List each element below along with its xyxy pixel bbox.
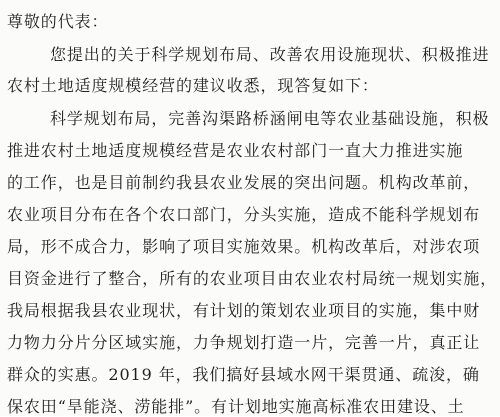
paragraph-line-4: 推进农村土地适度规模经营是农业农村部门一直大力推进实施 (7, 141, 464, 160)
paragraph-line-2: 农村土地适度规模经营的建议收悉，现答复如下： (7, 76, 379, 95)
salutation: 尊敬的代表： (7, 12, 109, 31)
paragraph-line-5: 的工作，也是目前制约我县农业发展的突出问题。机构改革前， (7, 173, 481, 192)
paragraph-line-12: 保农田“旱能浇、涝能排”。有计划地实施高标准农田建设、土 (7, 397, 465, 416)
paragraph-line-11: 群众的实惠。2019 年，我们搞好县域水网干渠贯通、疏浚，确 (7, 365, 480, 384)
paragraph-line-9: 我局根据我县农业现状，有计划的策划农业项目的实施，集中财 (7, 301, 481, 320)
paragraph-line-10: 力物力分片分区域实施，力争规划打造一片，完善一片，真正让 (7, 333, 481, 352)
paragraph-line-7: 局，形不成合力，影响了项目实施效果。机构改革后，对涉农项 (7, 237, 481, 256)
paragraph-line-8: 目资金进行了整合，所有的农业项目由农业农村局统一规划实施， (7, 269, 498, 288)
paragraph-line-6: 农业项目分布在各个农口部门，分头实施，造成不能科学规划布 (7, 205, 481, 224)
paragraph-line-1: 您提出的关于科学规划布局、改善农用设施现状、积极推进 (50, 45, 490, 64)
paragraph-line-3: 科学规划布局，完善沟渠路桥涵闸电等农业基础设施，积极 (50, 109, 490, 128)
